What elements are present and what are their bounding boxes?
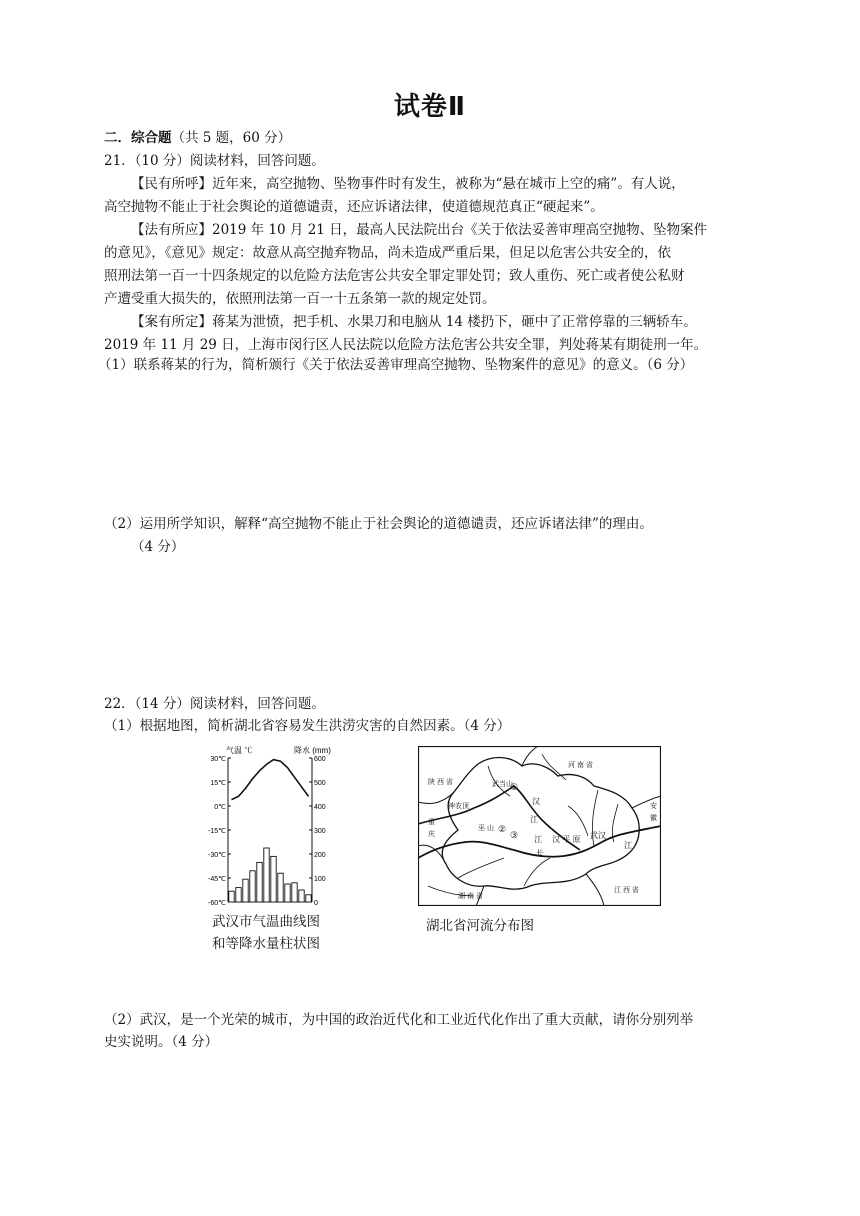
q21-para2-line3: 照刑法第一百一十四条规定的以危险方法危害公共安全罪定罪处罚；致人重伤、死亡或者使公私财 <box>104 268 685 284</box>
q21-subquestion-1: （1）联系蒋某的行为，简析颁行《关于依法妥善审理高空抛物、坠物案件的意见》的意义。（6 分） <box>98 357 694 373</box>
marker-1: ① <box>510 782 519 792</box>
precipitation-bar <box>306 895 311 902</box>
temperature-tick-label: -30℃ <box>208 852 226 859</box>
label-anhui-2: 徽 <box>650 815 657 822</box>
label-yangtze: 江 <box>624 841 632 850</box>
precipitation-bar <box>264 848 269 902</box>
q21-para2-line4: 产遭受重大损失的，依照刑法第一百一十五条第一款的规定处罚。 <box>104 291 496 307</box>
marker-3: ③ <box>510 830 519 840</box>
precipitation-bar <box>250 871 255 902</box>
temperature-tick-label: 30℃ <box>210 756 226 763</box>
precipitation-tick-label: 200 <box>314 852 326 859</box>
precipitation-bar <box>257 862 262 902</box>
label-jiangxi: 江 西 省 <box>614 887 639 894</box>
q21-para1-line2: 高空抛物不能止于社会舆论的道德谴责，还应诉诸法律，使道德规范真正“硬起来”。 <box>104 199 604 215</box>
temperature-tick-label: -60℃ <box>208 900 226 906</box>
q21-para3-line1: 【案有所定】蒋某为泄愤，把手机、水果刀和电脑从 14 楼扔下，砸中了正常停靠的三辆轿车。 <box>131 314 697 330</box>
temperature-curve <box>232 760 309 800</box>
q22-subquestion-2-line1: （2）武汉，是一个光荣的城市，为中国的政治近代化和工业近代化作出了重大贡献，请你分别列举 <box>104 1012 694 1028</box>
precipitation-bar <box>278 873 283 902</box>
marker-2: ② <box>498 824 507 834</box>
precipitation-bar <box>236 888 241 902</box>
precipitation-bar <box>229 891 234 902</box>
label-wushan: 巫 山 <box>478 825 494 832</box>
label-chang: 长 <box>536 849 544 858</box>
section-heading-detail: （共 5 题，60 分） <box>171 130 292 146</box>
hubei-river-map <box>418 746 661 906</box>
page-title: 试卷Ⅱ <box>393 92 467 122</box>
q21-para1-line1: 【民有所呼】近年来，高空抛物、坠物事件时有发生，被称为“悬在城市上空的痛”。有人说， <box>131 176 685 192</box>
temperature-tick-label: 0℃ <box>214 804 226 811</box>
q22-subquestion-2-line2: 史实说明。（4 分） <box>104 1034 219 1050</box>
temperature-axis-label: 气温 ℃ <box>226 746 253 755</box>
section-heading-label: 二．综合题 <box>104 130 172 146</box>
precipitation-bar <box>243 879 248 902</box>
precipitation-bar <box>271 856 276 902</box>
label-jianghan-1: 江 <box>534 835 542 844</box>
q21-subquestion-2-line1: （2）运用所学知识，解释“高空抛物不能止于社会舆论的道德谴责，还应诉诸法律”的理由。 <box>104 516 653 532</box>
climate-chart-caption-line2: 和等降水量柱状图 <box>212 936 320 952</box>
q21-header: 21．（10 分）阅读材料，回答问题。 <box>104 153 325 169</box>
q22-header: 22．（14 分）阅读材料，回答问题。 <box>104 696 325 712</box>
label-henan: 河 南 省 <box>568 762 593 769</box>
temperature-tick-label: 15℃ <box>210 780 226 787</box>
label-wudang: 武当山 <box>492 781 513 788</box>
precipitation-tick-label: 300 <box>314 828 326 835</box>
precipitation-bar <box>292 883 297 902</box>
section-heading <box>104 128 291 148</box>
label-wuhan: 武汉 <box>590 831 606 840</box>
precipitation-tick-label: 0 <box>314 900 318 906</box>
label-jianghan-2: 汉 平 原 <box>552 835 581 844</box>
label-shaanxi: 陕 西 省 <box>428 779 453 786</box>
label-chongqing-2: 庆 <box>428 831 435 838</box>
q21-para2-line2: 的意见》，《意见》规定：故意从高空抛弃物品，尚未造成严重后果，但足以危害公共安全的，依 <box>104 245 671 261</box>
temperature-tick-label: -15℃ <box>208 828 226 835</box>
precipitation-tick-label: 600 <box>314 756 326 763</box>
label-shennongjia: 神农顶 <box>448 803 469 810</box>
precipitation-tick-label: 100 <box>314 876 326 883</box>
label-chongqing-1: 重 <box>428 819 435 826</box>
label-anhui-1: 安 <box>650 803 657 810</box>
climate-chart-caption-line1: 武汉市气温曲线图 <box>212 914 320 930</box>
map-caption: 湖北省河流分布图 <box>426 918 534 934</box>
q22-subquestion-1: （1）根据地图，简析湖北省容易发生洪涝灾害的自然因素。（4 分） <box>104 718 511 734</box>
label-han: 汉 <box>532 797 540 806</box>
precipitation-tick-label: 500 <box>314 780 326 787</box>
precipitation-axis-label: 降水 (mm) <box>294 746 331 755</box>
climate-chart <box>206 744 342 906</box>
precipitation-bar <box>285 884 290 902</box>
precipitation-bar <box>299 890 304 902</box>
q21-subquestion-2-line2: （4 分） <box>131 539 185 555</box>
label-hunan: 湖 南 省 <box>458 893 483 900</box>
label-jiang: 江 <box>530 815 538 824</box>
precipitation-tick-label: 400 <box>314 804 326 811</box>
q21-para3-line2: 2019 年 11 月 29 日，上海市闵行区人民法院以危险方法危害公共安全罪，判处蒋某有期徒刑一年。 <box>104 337 708 353</box>
q21-para2-line1: 【法有所应】2019 年 10 月 21 日，最高人民法院出台《关于依法妥善审理高空抛物、坠物案件 <box>131 222 708 238</box>
temperature-tick-label: -45℃ <box>208 876 226 883</box>
